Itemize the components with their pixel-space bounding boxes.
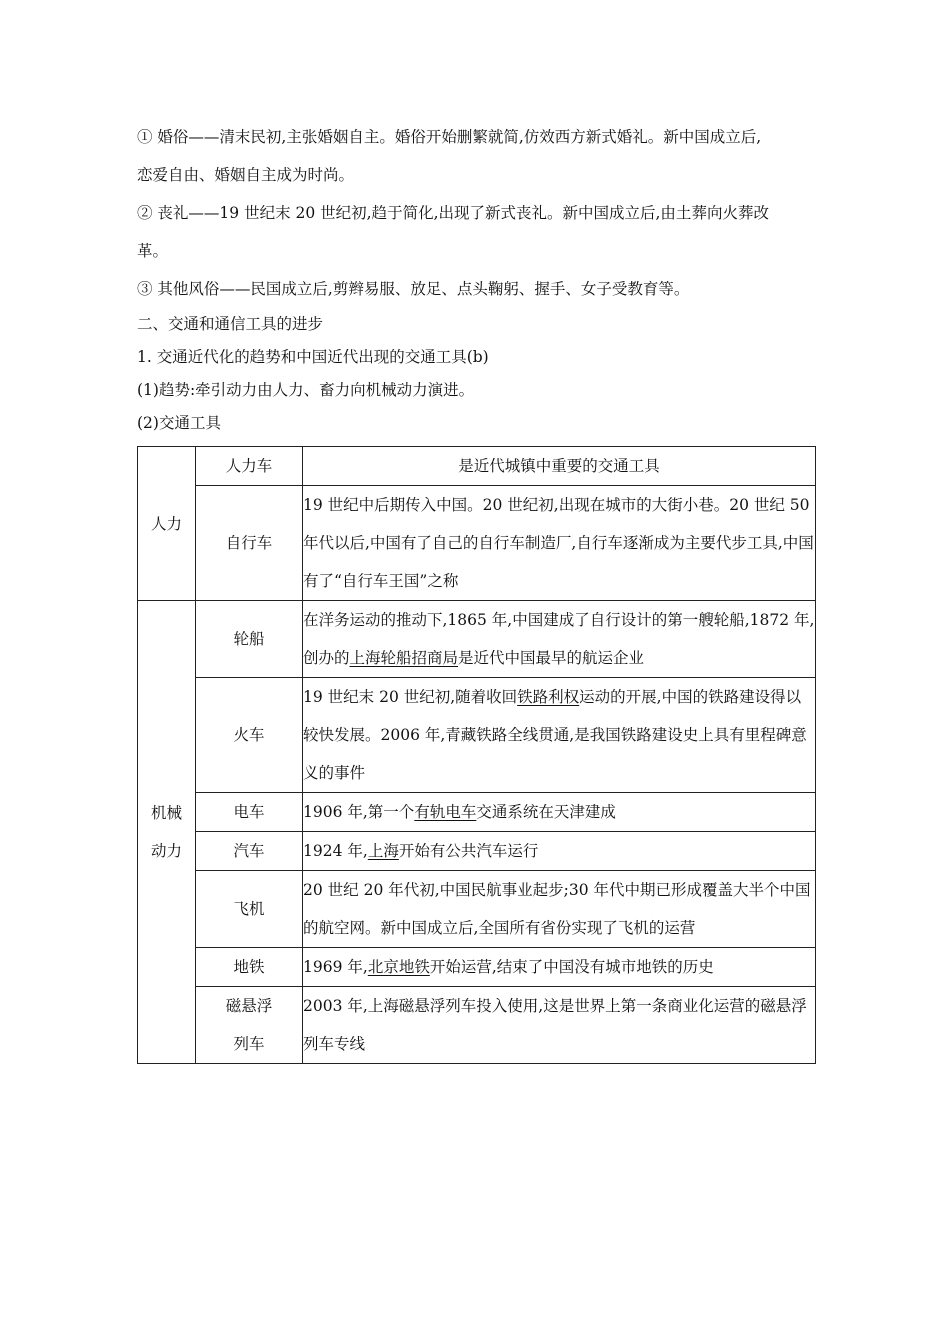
table-row [138,447,816,486]
tool-steamship: 轮船 [196,601,303,678]
desc-rickshaw: 是近代城镇中重要的交通工具 [303,447,816,486]
underlined-term: 铁路利权 [517,688,580,706]
marriage-custom-line2: 恋爱自由、婚姻自主成为时尚。 [137,166,355,184]
underlined-term: 北京地铁 [367,958,430,976]
tool-car: 汽车 [196,832,303,871]
category-machine-line2: 动力 [150,842,182,860]
tool-tram: 电车 [196,793,303,832]
table-row [138,832,816,871]
desc-bicycle: 19 世纪中后期传入中国。20 世纪初,出现在城市的大街小巷。20 世纪 50 年代以后,中国有了自己的自行车制造厂,自行车逐渐成为主要代步工具,中国有了“自行车王国”之称 [303,486,816,601]
desc-car: 1924 年,上海开始有公共汽车运行 [303,832,816,871]
table-row [138,793,816,832]
table-row [138,987,816,1064]
document-page [137,118,817,1064]
desc-maglev: 2003 年,上海磁悬浮列车投入使用,这是世界上第一条商业化运营的磁悬浮列车专线 [303,987,816,1064]
underlined-term: 上海轮船招商局 [349,649,459,667]
tool-subway: 地铁 [196,948,303,987]
tools-heading: (2)交通工具 [137,414,221,432]
desc-train: 19 世纪末 20 世纪初,随着收回铁路利权运动的开展,中国的铁路建设得以较快发展。2006 年,青藏铁路全线贯通,是我国铁路建设史上具有里程碑意义的事件 [303,678,816,793]
category-human: 人力 [138,447,196,601]
tool-bicycle: 自行车 [196,486,303,601]
table-row [138,948,816,987]
desc-subway: 1969 年,北京地铁开始运营,结束了中国没有城市地铁的历史 [303,948,816,987]
category-machine [138,601,196,1064]
table-row [138,601,816,678]
desc-tram: 1906 年,第一个有轨电车交通系统在天津建成 [303,793,816,832]
section-heading: 二、交通和通信工具的进步 [137,315,324,333]
table-row [138,678,816,793]
funeral-custom-line2: 革。 [137,242,169,260]
funeral-custom-line1: ② 丧礼——19 世纪末 20 世纪初,趋于简化,出现了新式丧礼。新中国成立后,由土葬向火葬改 [137,204,769,222]
underlined-term: 上海 [367,842,399,860]
subsection-heading: 1. 交通近代化的趋势和中国近代出现的交通工具(b) [137,348,489,366]
transport-table [137,446,816,1064]
tool-maglev-line2: 列车 [233,1035,265,1053]
tool-train: 火车 [196,678,303,793]
other-customs: ③ 其他风俗——民国成立后,剪辫易服、放足、点头鞠躬、握手、女子受教育等。 [137,280,690,298]
desc-airplane: 20 世纪 20 年代初,中国民航事业起步;30 年代中期已形成覆盖大半个中国的航空网。新中国成立后,全国所有省份实现了飞机的运营 [303,871,816,948]
table-row [138,871,816,948]
tool-maglev-line1: 磁悬浮 [225,997,273,1015]
underlined-term: 有轨电车 [414,803,477,821]
tool-rickshaw: 人力车 [196,447,303,486]
tool-airplane: 飞机 [196,871,303,948]
marriage-custom-line1: ① 婚俗——清末民初,主张婚姻自主。婚俗开始删繁就简,仿效西方新式婚礼。新中国成立后, [137,128,762,146]
table-row [138,486,816,601]
trend-text: (1)趋势:牵引动力由人力、畜力向机械动力演进。 [137,381,475,399]
tool-maglev [196,987,303,1064]
category-machine-line1: 机械 [150,804,182,822]
desc-steamship: 在洋务运动的推动下,1865 年,中国建成了自行设计的第一艘轮船,1872 年,创办的上海轮船招商局是近代中国最早的航运企业 [303,601,816,678]
